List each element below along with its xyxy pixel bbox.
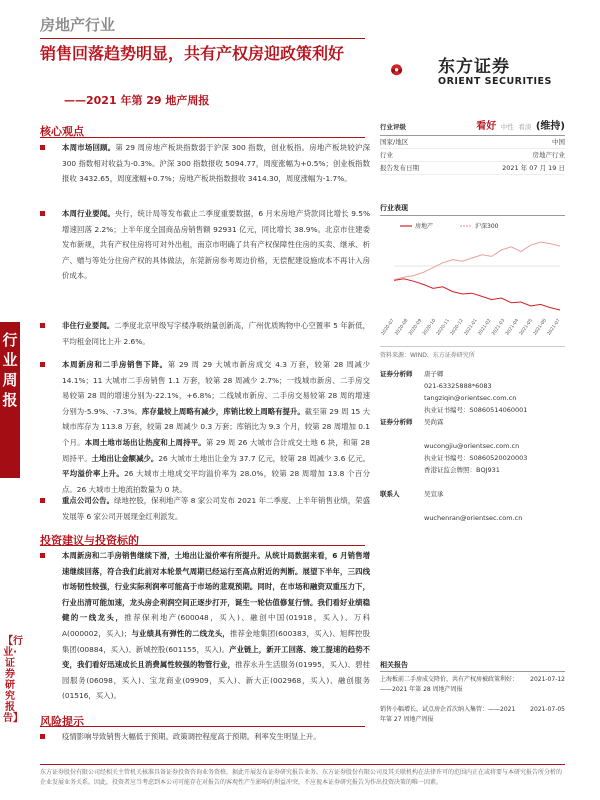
bullet-icon — [40, 211, 45, 216]
analyst-block: 证券分析师 唐子卿 021-63325888*6083 tangziqin@orientsec.com.cn 执业证书编号：S0860514060001 证券分析师 吴尚霖 wucongjiu@orientsec.com.cn 执业证书编号：S0860520020003 香港证监会牌照：BQJ931 联系人 吴宣承 wuchenran@orientsec.com.cn — [380, 368, 565, 524]
related-heading: 相关报告 — [380, 661, 408, 669]
related-report-link[interactable]: 上海板前二手房成交降价，共有产权房被政策利好：——2021 年第 28 周地产周报 2021-07-12 — [380, 676, 565, 693]
core-divider — [40, 137, 365, 138]
series-line-0 — [394, 279, 560, 310]
core-item: 非住行业要闻。二季度北京甲级写字楼净吸纳量创新高，广州优质购物中心空置率 5 年新低，平均租金同比上升 2.6%。 — [40, 318, 370, 349]
core-heading: 核心观点 — [40, 125, 84, 138]
advice-heading: 投资建议与投资标的 — [40, 534, 139, 547]
logo-chinese-text: 东方证券 — [438, 57, 510, 77]
report-subtitle: ——2021 年第 29 地产周报 — [64, 94, 210, 107]
core-item: 本周市场回顾。第 29 周房地产板块指数弱于沪深 300 指数，创业板指。房地产板块较沪深 300 指数相对收益为-0.3%。沪深 300 指数报收 5094.77，周度涨幅为+0.5%；创业板指数报收 3432.65，周度涨幅+0.7%；房地产板块指数报收 3414.30，周度涨幅为-1.7%。 — [40, 140, 370, 187]
core-item: 重点公司公告。绿地控股，保利地产等 8 家公司发布 2021 年二季度、上半年销售业绩，荣盛发展等 6 家公司开展现金红利派发。 — [40, 493, 370, 524]
chart-source: 资料来源：WIND、东方证券研究所 — [380, 346, 565, 359]
x-tick-label: 2020-10 — [422, 318, 438, 337]
x-tick-label: 2020-12 — [449, 318, 465, 337]
core-item: 本周新房和二手房销售下降。第 29 周 29 大城市新房成交 4.3 万套，较第 28 周减少 14.1%；11 大城市二手房销售 1.1 万套，较第 28 周减少 2.7%；一线城市新房、二手房交易较第 28 周的增速分别为-22.1%，+6.8%；二线城市新房、二手房交易较第 28 周的增速分别为-5.9%、-7.3%。库存量较上周略有减少，库销比较上周略有提升。截至第 29 周 15 大城市库存为 113.8 万套，较第 28 周减少 0.3 万套；库销比为 9.3 个月，较第 28 周增加 0.1 个月。本周土地市场出让热度和上周持平。第 29 周 26 大城市合计成交土地 6 块，和第 28 周持平。土地出让金额减少。26 大城市土地出让金为 37.7 亿元，较第 28 周减少 3.6 亿元。平均溢价率上升。26 大城市土地成交平均溢价率为 28.0%，较第 28 周增加 13.8 个百分点。26 大城市土地流拍数量为 0 块。 — [40, 357, 370, 497]
rating-table — [380, 118, 565, 175]
core-item: 本周行业要闻。央行，统计局等发布截止二季度重要数据，6 月末房地产贷款同比增长 9.5% 增速回落 2.2%；上半年度全国商品房销售额 92931 亿元，同比增长 38.9%。北京市住建委发布新规，共有产权住房将可对外出租，南京市明确了共有产权保障性住房的买卖、继承、析产、赠与等处分住房产权的具体做法，东莞新房参考周边价格，无偿配建设施成本不再计入房价成本。 — [40, 206, 370, 284]
sidebar — [0, 0, 23, 800]
advice-divider — [40, 545, 365, 546]
analyst-row: 联系人 吴宣承 — [380, 490, 444, 498]
disclaimer-footer: 东方证券股份有限公司经相关主管机关核准具备证券投资咨询业务资格，据此开展发布证券研究报告业务。东方证券股份有限公司及其关联机构在法律许可的范围内正在或将要与本研究报告所分析的企业发展业务关系。因此，投资者应当考虑到本公司可能存在对报告的客观性产生影响的利益冲突，不应视本证券研究报告为作出投资决策的唯一因素。 — [40, 764, 565, 788]
bullet-icon — [40, 362, 45, 367]
bullet-icon — [40, 734, 45, 739]
bullet-icon — [40, 323, 45, 328]
header-divider — [40, 38, 365, 39]
performance-title: 行业表现 — [380, 204, 408, 212]
x-tick-label: 2020-09 — [408, 318, 424, 337]
rating-info-row: 国家/地区 中国 — [380, 136, 565, 149]
report-type-band: 行业周报 — [0, 322, 20, 478]
x-tick-label: 2020-07 — [380, 318, 396, 337]
x-tick-label: 2021-01 — [463, 318, 479, 337]
x-tick-label: 2021-02 — [477, 318, 493, 337]
x-tick-label: 2021-07 — [546, 318, 562, 337]
bullet-icon — [40, 498, 45, 503]
x-tick-label: 2020-08 — [394, 318, 410, 337]
analyst-email: wuchenran@orientsec.com.cn — [424, 514, 523, 522]
rating-current: 看好 — [476, 121, 497, 132]
analyst-row: 证券分析师 唐子卿 — [380, 370, 444, 378]
analyst-email: tangziqin@orientsec.com.cn — [424, 394, 517, 402]
performance-divider — [380, 215, 565, 216]
analyst-email: wucongjiu@orientsec.com.cn — [424, 442, 520, 450]
x-tick-label: 2021-04 — [505, 318, 521, 337]
industry-label: 房地产行业 — [40, 16, 116, 34]
analyst-row: 证券分析师 吴尚霖 — [380, 418, 444, 426]
x-tick-label: 2021-06 — [532, 318, 548, 337]
report-title: 销售回落趋势明显，共有产权房迎政策利好 — [40, 44, 345, 63]
x-tick-label: 2020-11 — [436, 318, 451, 337]
industry-performance-chart — [380, 218, 565, 338]
orient-logo-icon — [390, 46, 438, 94]
risk-heading: 风险提示 — [40, 715, 84, 728]
legend-hs300: 沪深300 — [475, 223, 499, 230]
risk-divider — [40, 726, 365, 727]
x-tick-label: 2021-05 — [519, 318, 534, 337]
rating-row: 行业评级 看好 中性 看淡 (维持) — [380, 118, 565, 136]
risk-item: 疫情影响导致销售大幅低于预期。政策调控程度高于预期。利率发生明显上升。 — [40, 729, 370, 745]
bullet-icon — [40, 145, 45, 150]
legend-realestate: 房地产 — [415, 223, 434, 230]
report-category-vertical: 【行业·证券研究报告】 — [3, 636, 23, 724]
rating-info-row: 行业 房地产行业 — [380, 149, 565, 162]
related-divider — [380, 671, 565, 672]
related-report-link[interactable]: 销售小幅增长，试点房企首次纳入集管：——2021 年第 27 周地产周报 2021-07-05 — [380, 706, 565, 723]
series-line-1 — [394, 242, 560, 280]
x-tick-label: 2021-03 — [491, 318, 507, 337]
rating-info-row: 报告发布日期 2021 年 07 月 19 日 — [380, 162, 565, 175]
advice-item: 本周新房和二手房销售继续下滑，土地出让溢价率有所提升。从统计局数据来看，6 月销售增速继续回落，符合我们此前对本轮景气周期已经运行至高点附近的判断。展望下半年，三四线市场韧性较强，行业实际利润率可能高于市场的悲观预期。同时，在市场和融资双重压力下，行业出清可能加速，龙头房企利润空间正逐步打开，诞生一轮估值修复行情。我们看好业绩稳健的一线龙头，推荐保利地产(600048，买入)、融创中国(01918，买入)、万科 A(000002，买入)；与业绩具有弹性的二线龙头，推荐金地集团(600383，买入)、旭辉控股集团(00884，买入)、新城控股(601155，买入)。产业链上，新开工回落、竣工提速的趋势不变，我们看好迅速成长且消费属性较强的物管行业，推荐永升生活服务(01995，买入)、碧桂园服务(06098，买入)、宝龙商业(09909，买入)、新大正(002968，买入)、融创服务(01516，买入)。 — [40, 548, 370, 704]
bullet-icon — [40, 553, 45, 558]
logo-english-text: ORIENT SECURITIES — [438, 76, 552, 87]
